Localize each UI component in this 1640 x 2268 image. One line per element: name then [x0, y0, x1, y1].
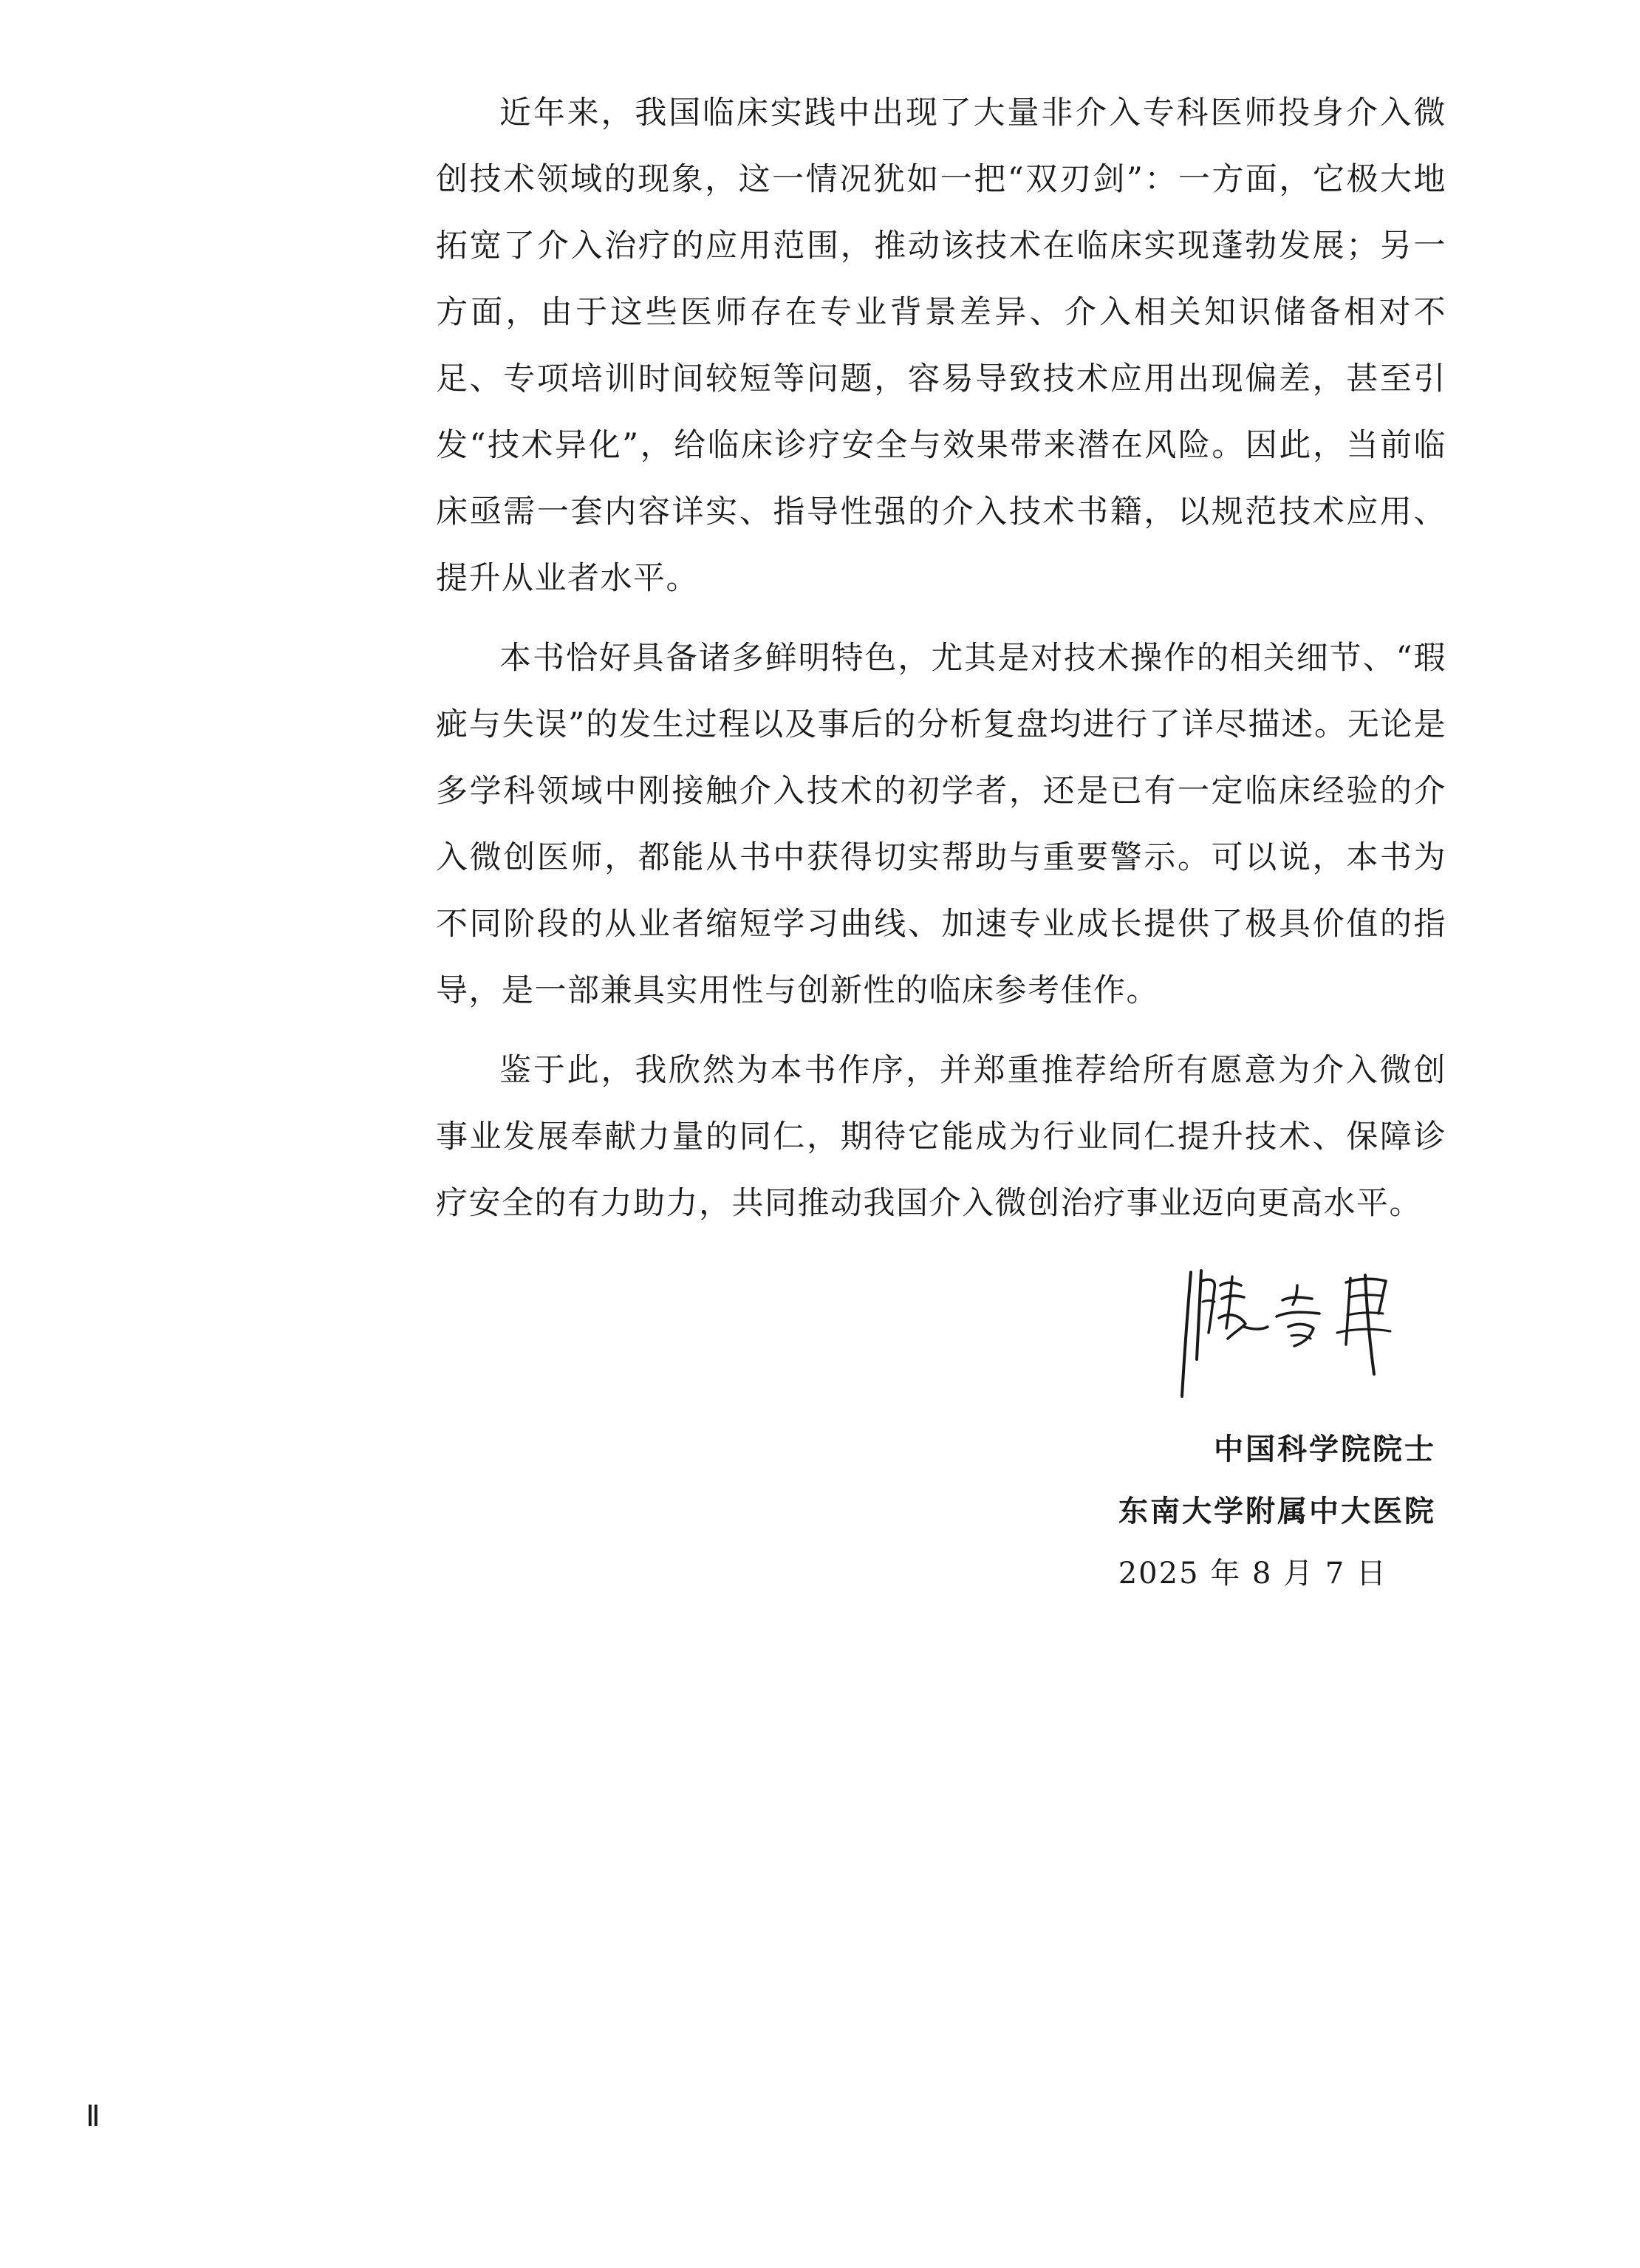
paragraph-3: 鉴于此，我欣然为本书作序，并郑重推荐给所有愿意为介入微创事业发展奉献力量的同仁，期待它能成为行业同仁提升技术、保障诊疗安全的有力助力，共同推动我国介入微创治疗事业迈向更高水平。 [436, 1052, 1446, 1222]
preface-body [436, 80, 1446, 1250]
author-title: 中国科学院院士 [1214, 1432, 1436, 1466]
signature-date: 2025 年 8 月 7 日 [1118, 1557, 1387, 1591]
signature-block [1118, 1418, 1436, 1605]
paragraph-2: 本书恰好具备诸多鲜明特色，尤其是对技术操作的相关细节、“瑕疵与失误”的发生过程以及事后的分析复盘均进行了详尽描述。无论是多学科领域中刚接触介入技术的初学者，还是已有一定临床经验的介入微创医师，都能从书中获得切实帮助与重要警示。可以说，本书为不同阶段的从业者缩短学习曲线、加速专业成长提供了极具价值的指导，是一部兼具实用性与创新性的临床参考佳作。 [436, 640, 1446, 1009]
paragraph-1: 近年来，我国临床实践中出现了大量非介入专科医师投身介入微创技术领域的现象，这一情况犹如一把“双刃剑”：一方面，它极大地拓宽了介入治疗的应用范围，推动该技术在临床实现蓬勃发展；另一方面，由于这些医师存在专业背景差异、介入相关知识储备相对不足、专项培训时间较短等问题，容易导致技术应用出现偏差，甚至引发“技术异化”，给临床诊疗安全与效果带来潜在风险。因此，当前临床亟需一套内容详实、指导性强的介入技术书籍，以规范技术应用、提升从业者水平。 [436, 95, 1446, 597]
handwritten-signature [1152, 1256, 1418, 1411]
author-affiliation: 东南大学附属中大医院 [1118, 1494, 1436, 1528]
page-number: Ⅱ [86, 2100, 100, 2134]
